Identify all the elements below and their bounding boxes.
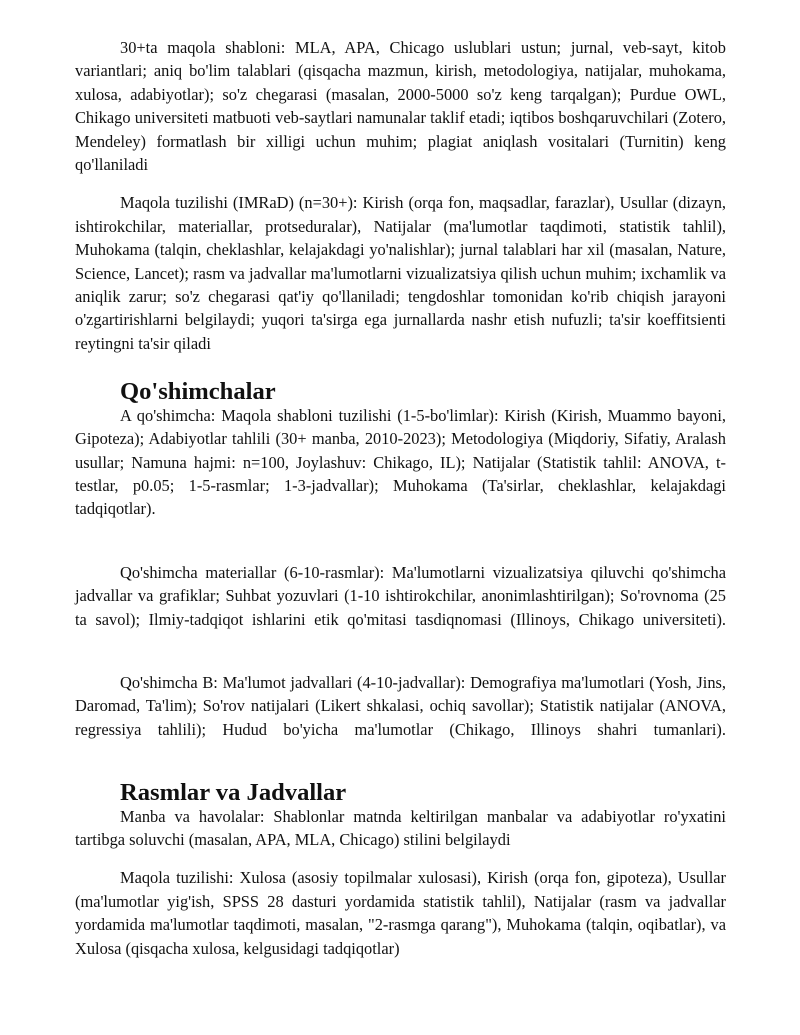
paragraph-appendix-b: Qo'shimcha B: Ma'lumot jadvallari (4-10-jadvallar): Demografiya ma'lumotlari (Yosh, Jins, Daromad, Ta'lim); So'rov natijalari (Likert shkalasi, ochiq savollar); Statistik natijalar (ANOVA, regressiya tahlili); Hudud bo'yicha ma'lumotlar (Chikago, Illinoys shahri tumanlari). bbox=[75, 672, 726, 739]
spacer bbox=[75, 521, 726, 561]
spacer bbox=[75, 355, 726, 380]
paragraph-imrad-structure: Maqola tuzilishi (IMRaD) (n=30+): Kirish (orqa fon, maqsadlar, farazlar), Usullar (dizayn, ishtirokchilar, materiallar, protseduralar), Natijalar (ma'lumotlar taqdimoti, statistik tahlil), Muhokama (talqin, cheklashlar, kelajakdagi yo'nalishlar); jurnal talablari har xil (masalan, Nature, Science, Lancet); rasm va jadvallar ma'lumotlarni vizualizatsiya qilish uchun muhim; ixchamlik va aniqlik zarur; so'z chegarasi qat'iy qo'llaniladi; tengdoshlar tomonidan ko'rib chiqish jarayoni o'zgartirishlarni belgilaydi; yuqori ta'sirga ega jurnallarda nashr etish nufuzli; ta'sir koeffitsienti reytingni ta'sir qiladi bbox=[75, 193, 726, 353]
spacer bbox=[75, 631, 726, 671]
spacer bbox=[75, 176, 726, 191]
paragraph-sources-references: Manba va havolalar: Shablonlar matnda keltirilgan manbalar va adabiyotlar ro'yxatini tartibga soluvchi (masalan, APA, MLA, Chicago) stilini belgilaydi bbox=[75, 806, 726, 849]
paragraph-supplementary-materials: Qo'shimcha materiallar (6-10-rasmlar): Ma'lumotlarni vizualizatsiya qiluvchi qo'shimcha jadvallar va grafiklar; Suhbat yozuvlari (1-10 ishtirokchilar, anonimlashtirilgan); So'rovnoma (25 ta savol); Ilmiy-tadqiqot ishlarini etik qo'mitasi tasdiqnomasi (Illinoys, Chikago universiteti). bbox=[75, 562, 726, 629]
paragraph-appendix-a: A qo'shimcha: Maqola shabloni tuzilishi (1-5-bo'limlar): Kirish (Kirish, Muammo bayoni, Gipoteza); Adabiyotlar tahlili (30+ manba, 2010-2023); Metodologiya (Miqdoriy, Sifatiy, Aralash usullar; Namuna hajmi: n=100, Joylashuv: Chikago, IL); Natijalar (Statistik tahlil: ANOVA, t-testlar, p0.05; 1-5-rasmlar; 1-3-jadvallar); Muhokama (Ta'sirlar, cheklashlar, kelajakdagi tadqiqotlar). bbox=[75, 405, 726, 519]
spacer bbox=[75, 851, 726, 866]
paragraph-article-templates: 30+ta maqola shabloni: MLA, APA, Chicago uslublari ustun; jurnal, veb-sayt, kitob variantlari; aniq bo'lim talablari (qisqacha mazmun, kirish, metodologiya, natijalar, muhokama, xulosa, adabiyotlar); so'z chegarasi (masalan, 2000-5000 so'z keng tarqalgan); Purdue OWL, Chikago universiteti matbuoti veb-saytlari namunalar taklif etadi; iqtibos boshqaruvchilari (Zotero, Mendeley) formatlash bir xilligi uchun muhim; plagiat aniqlash vositalari (Turnitin) keng qo'llaniladi bbox=[75, 38, 726, 175]
spacer bbox=[75, 741, 726, 781]
document-page bbox=[75, 36, 726, 960]
section-heading-appendices: Qo'shimchalar bbox=[120, 378, 276, 406]
paragraph-article-structure: Maqola tuzilishi: Xulosa (asosiy topilmalar xulosasi), Kirish (orqa fon, gipoteza), Usullar (ma'lumotlar yig'ish, SPSS 28 dasturi yordamida statistik tahlil), Natijalar (rasm va jadvallar yordamida ma'lumotlar taqdimoti, masalan, "2-rasmga qarang"), Muhokama (talqin, oqibatlar), va Xulosa (qisqacha xulosa, kelgusidagi tadqiqotlar) bbox=[75, 868, 726, 958]
section-heading-figures-tables: Rasmlar va Jadvallar bbox=[120, 779, 347, 807]
